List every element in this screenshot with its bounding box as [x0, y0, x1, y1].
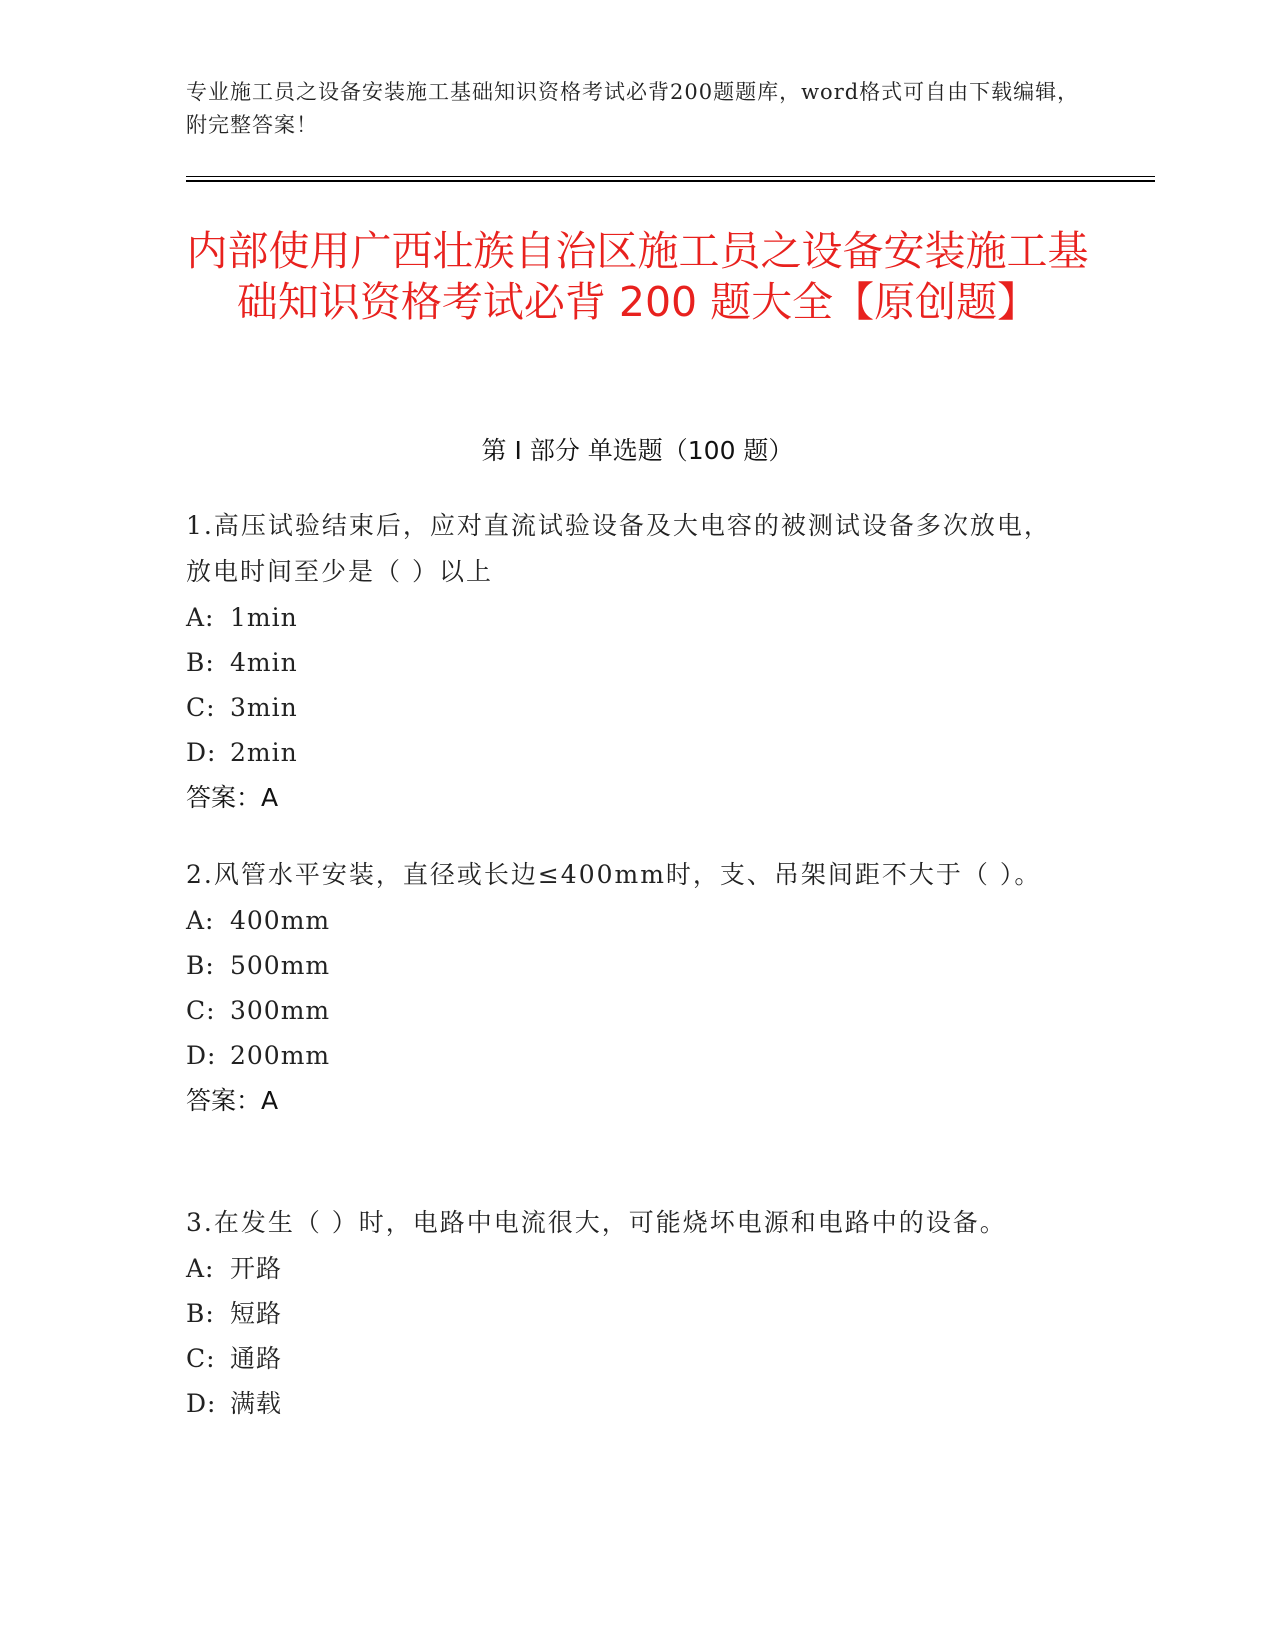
option-key: A:: [186, 906, 215, 935]
option-d: [186, 730, 1066, 775]
option-d: [186, 1033, 1066, 1078]
question-3: [186, 1200, 1066, 1426]
option-b: [186, 943, 1066, 988]
question-stem: 2.风管水平安装，直径或长边≤400mm时，支、吊架间距不大于（ ）。: [186, 860, 1042, 889]
option-text: 3min: [230, 693, 298, 722]
question-stem: 1.高压试验结束后，应对直流试验设备及大电容的被测试设备多次放电，放电时间至少是（ ）以上: [186, 511, 1051, 586]
option-d: [186, 1381, 1066, 1426]
option-a: [186, 595, 1066, 640]
option-a: [186, 1246, 1066, 1291]
option-text: 通路: [230, 1344, 283, 1373]
option-text: 300mm: [230, 996, 331, 1025]
option-key: B:: [186, 1299, 215, 1328]
option-text: 4min: [230, 648, 298, 677]
section-title: 第 I 部分 单选题（100 题）: [481, 436, 794, 465]
header-note: 专业施工员之设备安装施工基础知识资格考试必背200题题库，word格式可自由下载编辑，附完整答案！: [186, 80, 1080, 137]
option-text: 开路: [230, 1254, 283, 1283]
option-text: 满载: [230, 1389, 283, 1418]
option-b: [186, 1291, 1066, 1336]
option-c: [186, 988, 1066, 1033]
option-key: D:: [186, 1041, 217, 1070]
option-c: [186, 1336, 1066, 1381]
header-divider-thin: [186, 176, 1155, 177]
question-stem: 3.在发生（ ）时，电路中电流很大，可能烧坏电源和电路中的设备。: [186, 1208, 1007, 1237]
option-c: [186, 685, 1066, 730]
option-text: 短路: [230, 1299, 283, 1328]
option-key: B:: [186, 648, 215, 677]
header-divider-thick: [186, 180, 1155, 182]
option-key: B:: [186, 951, 215, 980]
option-key: D:: [186, 738, 217, 767]
option-key: C:: [186, 1344, 216, 1373]
option-text: 500mm: [230, 951, 331, 980]
option-text: 1min: [230, 603, 298, 632]
answer: 答案：A: [186, 783, 279, 812]
option-text: 2min: [230, 738, 298, 767]
answer: 答案：A: [186, 1086, 279, 1115]
question-2: [186, 852, 1066, 1123]
option-key: A:: [186, 1254, 215, 1283]
question-1: [186, 503, 1066, 820]
option-a: [186, 898, 1066, 943]
option-key: D:: [186, 1389, 217, 1418]
option-text: 400mm: [230, 906, 331, 935]
option-b: [186, 640, 1066, 685]
option-text: 200mm: [230, 1041, 331, 1070]
option-key: A:: [186, 603, 215, 632]
option-key: C:: [186, 996, 216, 1025]
option-key: C:: [186, 693, 216, 722]
document-title: 内部使用广西壮族自治区施工员之设备安装施工基础知识资格考试必背 200 题大全【原创题】: [186, 227, 1089, 326]
